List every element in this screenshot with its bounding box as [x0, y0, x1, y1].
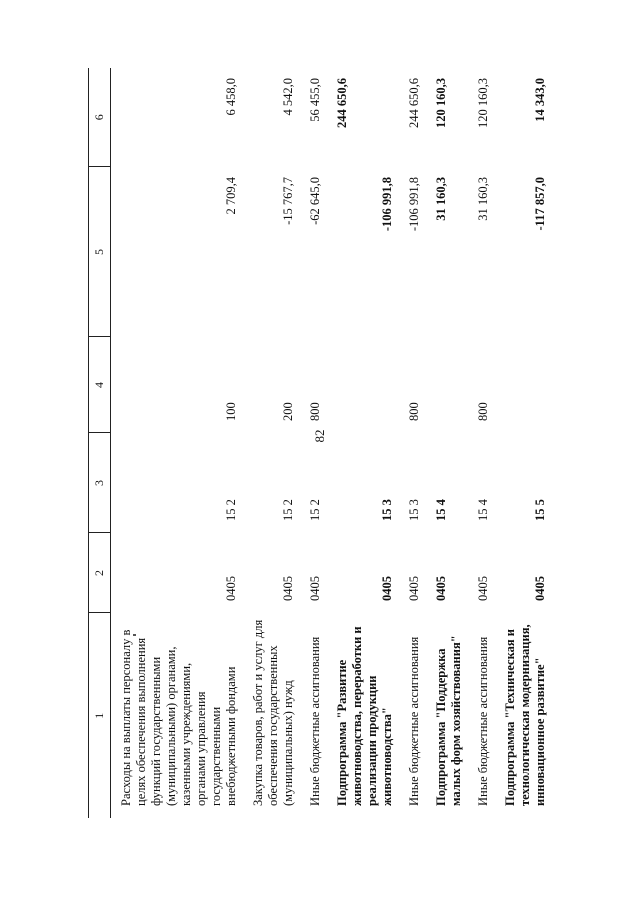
row-total: 120 160,3	[476, 78, 490, 128]
row-change: -106 991,8	[407, 177, 421, 232]
row-target: 15 2	[224, 499, 238, 521]
row-section: 0405	[533, 576, 547, 601]
row-target: 15 4	[476, 499, 490, 521]
row-name: Подпрограмма "Техническая и технологическая модернизация, инновационное развитие"	[503, 624, 547, 806]
col-header-4: 4	[89, 337, 111, 433]
row-target: 15 2	[281, 499, 295, 521]
row-total: 56 455,0	[308, 78, 322, 122]
row-target: 15 5	[533, 499, 547, 521]
row-type: 800	[308, 402, 322, 421]
row-total: 14 343,0	[533, 78, 547, 122]
col-header-2: 2	[89, 533, 111, 613]
table-row	[468, 68, 495, 818]
row-type	[495, 337, 552, 433]
scan-speck	[133, 634, 136, 636]
row-change: 31 160,3	[476, 177, 490, 221]
row-total: 120 160,3	[434, 78, 448, 128]
row-name: Иные бюджетные ассигнования	[308, 636, 322, 806]
row-change: -15 767,7	[281, 177, 295, 225]
row-type	[426, 337, 468, 433]
row-name: Расходы на выплаты персоналу в целях обеспечения выполнения функций государственными (муниципальными) органами, казенными учреждениями, органами управления государственными внебюджетными фондами	[119, 629, 238, 806]
row-total: 6 458,0	[224, 78, 238, 116]
table-row	[243, 68, 300, 818]
table-row	[300, 68, 327, 818]
row-target: 15 3	[380, 499, 394, 521]
row-change: -62 645,0	[308, 177, 322, 225]
row-target: 15 2	[308, 499, 322, 521]
row-target: 15 3	[407, 499, 421, 521]
row-change: 31 160,3	[434, 177, 448, 221]
row-section: 0405	[224, 576, 238, 601]
row-target: 15 4	[434, 499, 448, 521]
row-section: 0405	[281, 576, 295, 601]
row-total: 244 650,6	[407, 78, 421, 128]
row-name: Закупка товаров, работ и услуг для обеспечения государственных (муниципальных) нужд	[251, 619, 295, 806]
row-section: 0405	[308, 576, 322, 601]
table-row	[426, 68, 468, 818]
col-header-5: 5	[89, 167, 111, 337]
row-name: Подпрограмма "Развитие животноводства, переработки и реализации продукции животноводства"	[335, 626, 394, 806]
col-header-1: 1	[89, 613, 111, 818]
row-type	[327, 337, 399, 433]
col-header-3: 3	[89, 433, 111, 533]
page-number: 82	[312, 429, 327, 443]
row-section: 0405	[434, 576, 448, 601]
row-name: Иные бюджетные ассигнования	[407, 636, 421, 806]
row-change: -117 857,0	[533, 177, 547, 231]
row-change: -106 991,8	[380, 177, 394, 232]
table-row	[399, 68, 426, 818]
row-type: 100	[224, 402, 238, 421]
table-row	[327, 68, 399, 818]
budget-table	[88, 68, 552, 818]
row-change: 2 709,4	[224, 177, 238, 215]
row-total: 4 542,0	[281, 78, 295, 116]
row-name: Подпрограмма "Поддержка малых форм хозяйствования"	[434, 635, 463, 806]
header-row	[89, 68, 111, 818]
row-name: Иные бюджетные ассигнования	[476, 636, 490, 806]
row-type: 800	[476, 402, 490, 421]
row-section: 0405	[476, 576, 490, 601]
row-type: 800	[407, 402, 421, 421]
row-type: 200	[281, 402, 295, 421]
row-section: 0405	[380, 576, 394, 601]
row-section: 0405	[407, 576, 421, 601]
table-row	[495, 68, 552, 818]
table-row	[111, 68, 244, 818]
rotated-table-container	[88, 68, 628, 818]
col-header-6: 6	[89, 68, 111, 167]
row-total: 244 650,6	[335, 78, 349, 128]
